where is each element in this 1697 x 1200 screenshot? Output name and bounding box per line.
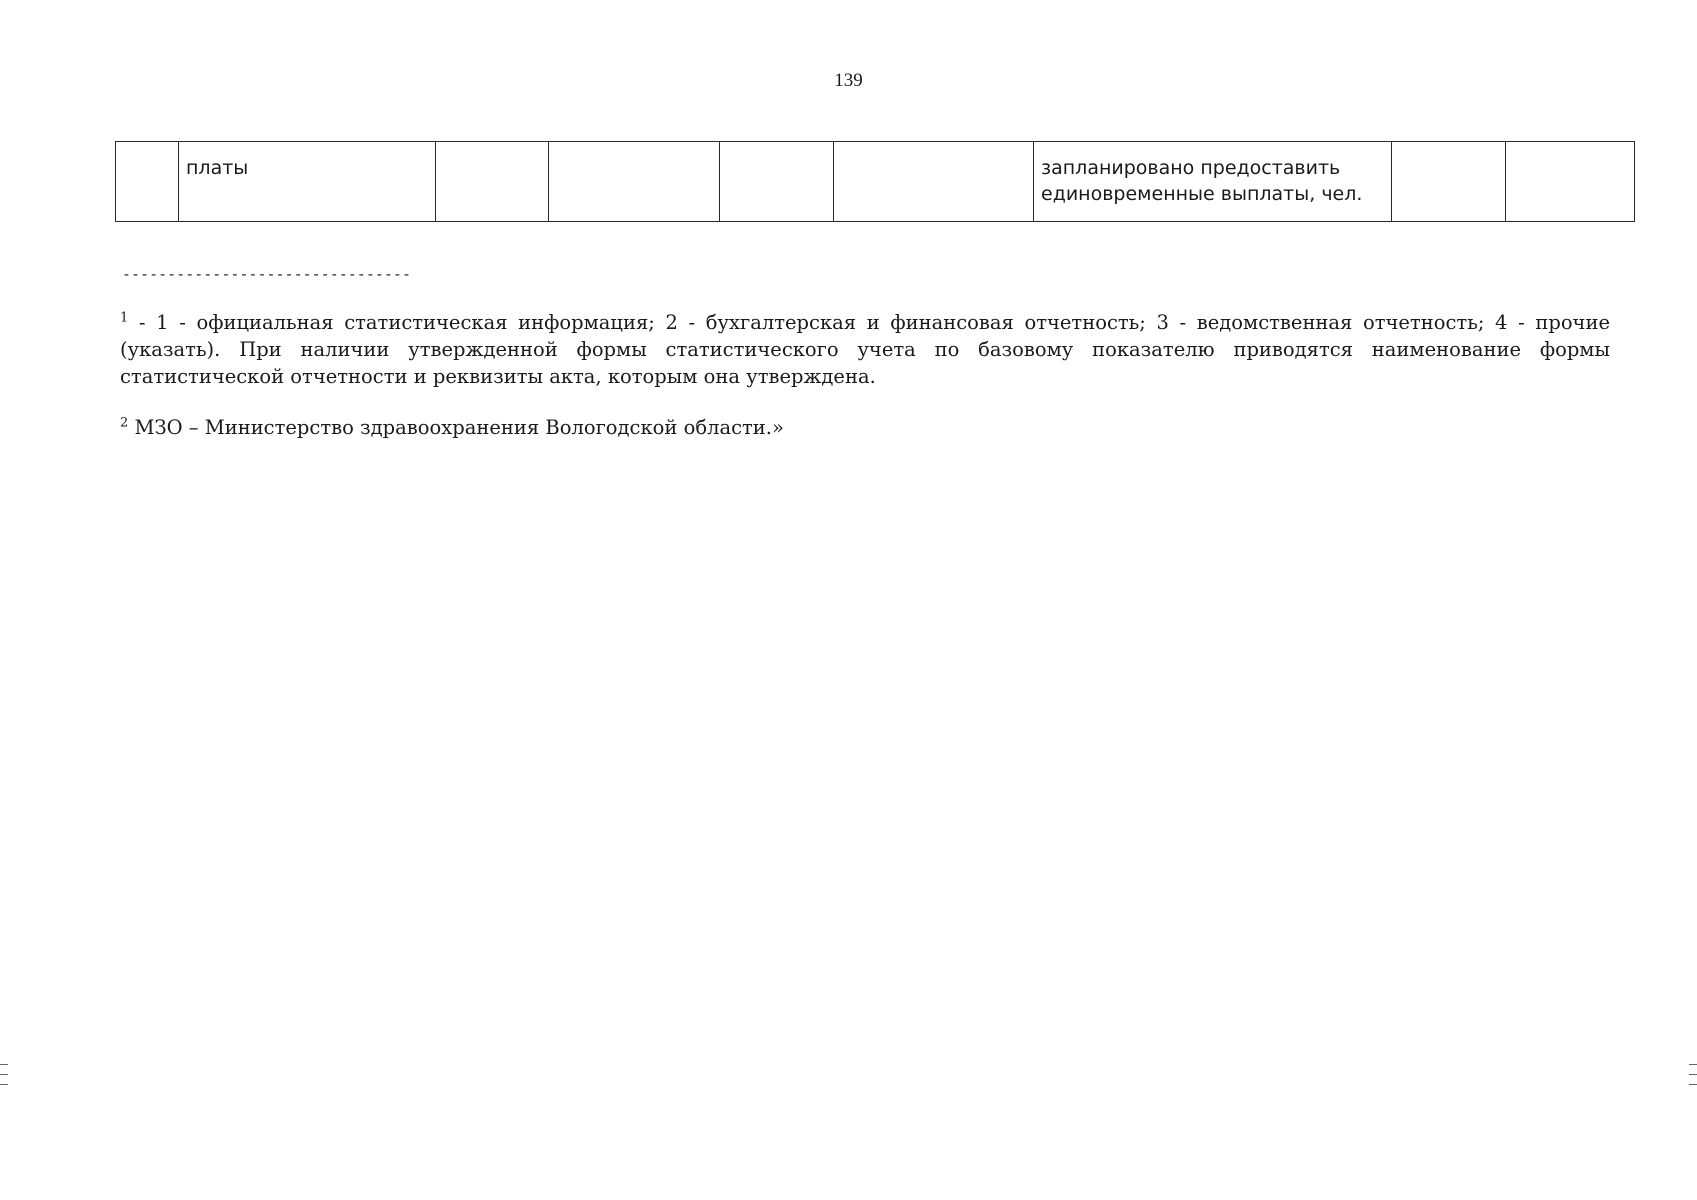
footnote-text: МЗО – Министерство здравоохранения Вологодской области.» bbox=[128, 416, 784, 439]
footnote-mark: 1 bbox=[120, 310, 129, 326]
table-cell bbox=[436, 142, 549, 222]
table-cell bbox=[1506, 142, 1635, 222]
table-cell bbox=[834, 142, 1034, 222]
table-row bbox=[116, 142, 1635, 222]
footnote-text: - 1 - официальная статистическая информация; 2 - бухгалтерская и финансовая отчетность; 3 - ведомственная отчетность; 4 - прочие (указать). При наличии утвержденной формы статистического учета по базовому показателю приводятся наименование формы статистической отчетности и реквизиты акта, которым она утверждена. bbox=[120, 311, 1610, 388]
binding-marks-right bbox=[1689, 1064, 1697, 1094]
table-cell bbox=[720, 142, 834, 222]
table-cell-indicator: запланировано предоставить единовременные выплаты, чел. bbox=[1034, 142, 1392, 222]
footnote-2 bbox=[120, 414, 1610, 441]
table-cell-name: платы bbox=[179, 142, 436, 222]
binding-marks-left bbox=[0, 1064, 10, 1094]
table-cell bbox=[549, 142, 720, 222]
table-cell-number bbox=[116, 142, 179, 222]
footnote-mark: 2 bbox=[120, 415, 129, 431]
page-number: 139 bbox=[834, 70, 863, 91]
footnote-1 bbox=[120, 309, 1610, 390]
continuation-table bbox=[115, 141, 1635, 222]
footnote-separator: -------------------------------- bbox=[122, 265, 411, 283]
table-cell bbox=[1392, 142, 1506, 222]
